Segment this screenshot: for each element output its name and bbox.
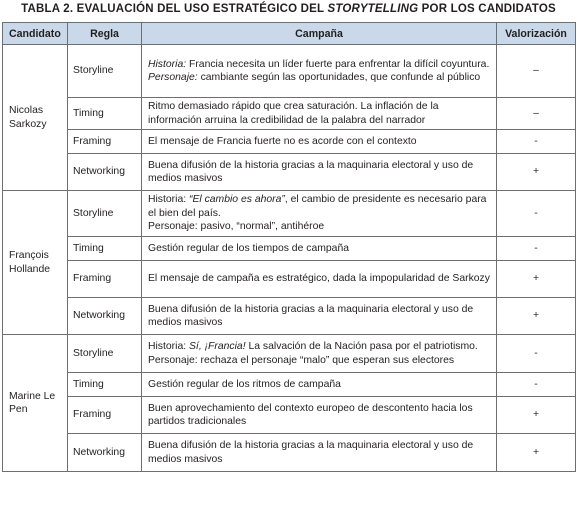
campaign-cell (142, 397, 497, 434)
valuation-cell: + (497, 154, 576, 191)
header-candidato: Candidato (3, 23, 68, 45)
campaign-text: Buena difusión de la historia gracias a la maquinaria electoral y uso de medios masivos (148, 159, 474, 184)
campaign-text: Personaje: pasivo, “normal”, antihéroe (148, 221, 325, 233)
table-row (3, 191, 576, 237)
table-row (3, 45, 576, 98)
header-regla: Regla (68, 23, 142, 45)
campaign-text: Gestión regular de los tiempos de campaña (148, 242, 349, 254)
rule-cell: Networking (68, 298, 142, 335)
table-row (3, 373, 576, 397)
evaluation-table (2, 22, 576, 472)
valuation-cell: + (497, 397, 576, 434)
valuation-cell: + (497, 261, 576, 298)
campaign-text: cambiante según las oportunidades, que confunde al público (197, 72, 481, 83)
campaign-text: “El cambio es ahora” (189, 194, 285, 206)
candidate-cell (3, 45, 68, 191)
rule-cell: Storyline (68, 335, 142, 373)
table-row (3, 261, 576, 298)
campaign-text: Buen aprovechamiento del contexto europeo de descontento hacia los partidos tradicionales (148, 402, 473, 427)
candidate-cell (3, 191, 68, 335)
campaign-cell (142, 98, 497, 130)
campaign-cell (142, 237, 497, 261)
campaign-text: Historia: (148, 58, 187, 70)
rule-cell: Timing (68, 237, 142, 261)
campaign-cell (142, 191, 497, 237)
campaign-text: Buena difusión de la historia gracias a la maquinaria electoral y uso de medios masivos (148, 440, 474, 465)
table-body (3, 45, 576, 472)
rule-cell: Framing (68, 397, 142, 434)
valuation-cell: - (497, 130, 576, 154)
campaign-text: Personaje: rechaza el personaje “malo” que esperan sus electores (148, 354, 455, 366)
campaign-text: Historia: (148, 341, 189, 352)
title-italic: STORYTELLING (327, 3, 419, 15)
table-title (0, 0, 577, 22)
valuation-cell: - (497, 335, 576, 373)
campaign-cell (142, 261, 497, 298)
valuation-cell: + (497, 298, 576, 335)
campaign-cell (142, 434, 497, 472)
campaign-text: , el cambio de presidente es necesario para el bien del país. (148, 194, 487, 219)
table-row (3, 434, 576, 472)
valuation-cell: - (497, 373, 576, 397)
rule-cell: Storyline (68, 45, 142, 98)
title-suffix: POR LOS CANDIDATOS (418, 3, 556, 15)
candidate-name-line2: Pen (9, 404, 28, 415)
rule-cell: Timing (68, 373, 142, 397)
rule-cell: Networking (68, 434, 142, 472)
campaign-text: Personaje: (148, 72, 198, 83)
campaign-text: El mensaje de campaña es estratégico, dada la impopularidad de Sarkozy (148, 273, 490, 285)
campaign-text: Buena difusión de la historia gracias a la maquinaria electoral y uso de medios masivos (148, 303, 474, 328)
rule-cell: Framing (68, 261, 142, 298)
campaign-cell (142, 45, 497, 98)
campaign-cell (142, 298, 497, 335)
campaign-cell (142, 130, 497, 154)
table-row (3, 130, 576, 154)
campaign-text: Gestión regular de los ritmos de campaña (148, 378, 341, 390)
table-row (3, 154, 576, 191)
rule-cell: Framing (68, 130, 142, 154)
campaign-text: Historia: (148, 194, 189, 206)
header-valorizacion: Valorización (497, 23, 576, 45)
campaign-text: Francia necesita un líder fuerte para enfrentar la difícil coyuntura. (186, 58, 490, 70)
candidate-name-line2: Hollande (9, 263, 51, 275)
rule-cell: Storyline (68, 191, 142, 237)
campaign-text: La salvación de la Nación pasa por el patriotismo. (245, 341, 478, 352)
table-row (3, 98, 576, 130)
candidate-name-line1: Marine Le (9, 390, 56, 402)
valuation-cell: – (497, 98, 576, 130)
header-campana: Campaña (142, 23, 497, 45)
table-row (3, 335, 576, 373)
candidate-cell (3, 335, 68, 472)
rule-cell: Timing (68, 98, 142, 130)
campaign-text: Ritmo demasiado rápido que crea saturación. La inflación de la información arruina la credibilidad de la palabra del narrador (148, 101, 439, 126)
table-row (3, 397, 576, 434)
campaign-cell (142, 154, 497, 191)
campaign-text: Sí, ¡Francia! (189, 341, 246, 352)
candidate-name-line2: Sarkozy (9, 118, 47, 130)
campaign-cell (142, 373, 497, 397)
title-prefix: TABLA 2. EVALUACIÓN DEL USO ESTRATÉGICO DEL (21, 3, 328, 15)
table-row (3, 237, 576, 261)
header-row (3, 23, 576, 45)
valuation-cell: – (497, 45, 576, 98)
valuation-cell: - (497, 191, 576, 237)
candidate-name-line1: Nicolas (9, 105, 44, 116)
valuation-cell: + (497, 434, 576, 472)
candidate-name-line1: François (9, 250, 49, 261)
table-row (3, 298, 576, 335)
valuation-cell: - (497, 237, 576, 261)
campaign-text: El mensaje de Francia fuerte no es acorde con el contexto (148, 135, 417, 147)
rule-cell: Networking (68, 154, 142, 191)
campaign-cell (142, 335, 497, 373)
